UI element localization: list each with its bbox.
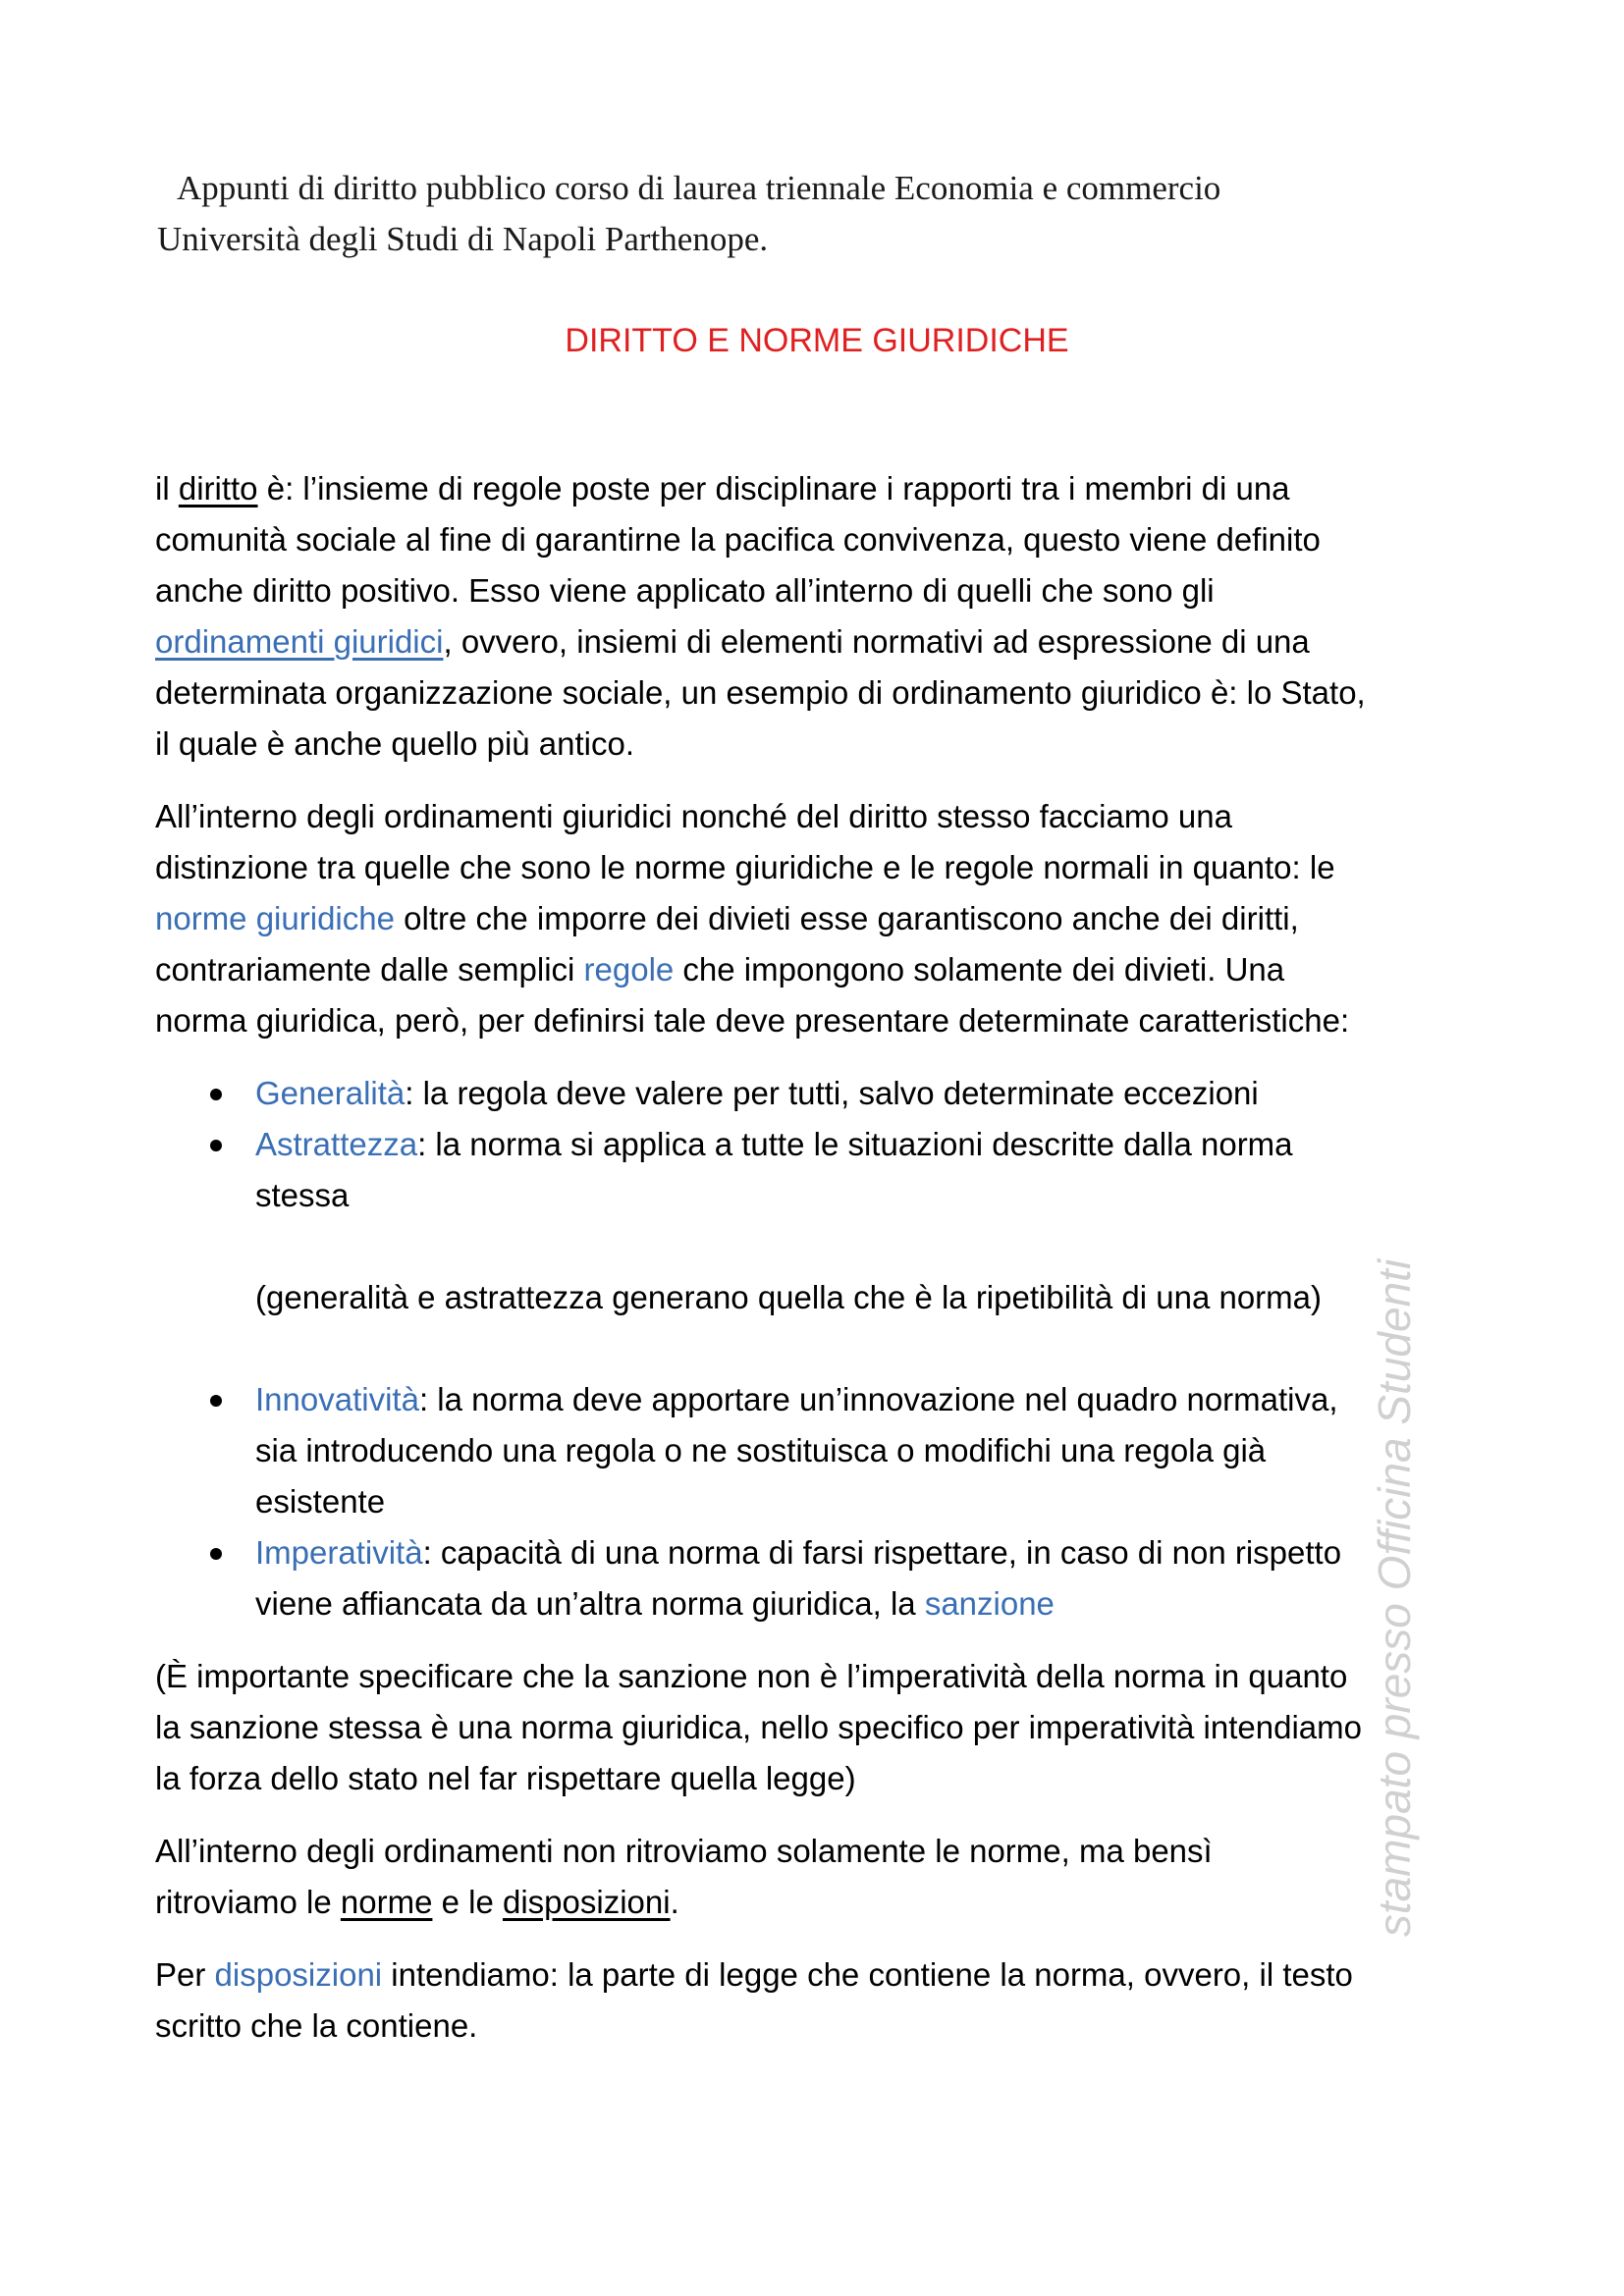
list-item-astrattezza: Astrattezza: la norma si applica a tutte le situazioni descritte dalla norma stessa: [155, 1119, 1490, 1221]
term-disposizioni-blue: disposizioni: [214, 1956, 383, 1993]
term-sanzione: sanzione: [924, 1585, 1055, 1622]
characteristics-list-continued: [155, 1374, 1490, 1629]
bullet-icon: [210, 1140, 222, 1151]
watermark: [1369, 1176, 1420, 2020]
paragraph-norme-giuridiche: All’interno degli ordinamenti giuridici nonché del diritto stesso facciamo una distinzione tra quelle che sono le norme giuridiche e le regole normali in quanto: le norme giuridiche oltre che imporre dei divieti esse garantiscono anche dei diritti, contrariamente dalle semplici regole che impongono solamente dei divieti. Una norma giuridica, però, per definirsi tale deve presentare determinate caratteristiche:: [155, 798, 1350, 1039]
document-header: [157, 163, 1483, 265]
characteristics-list: [155, 1068, 1490, 1221]
bullet-icon: [210, 1548, 222, 1560]
header-line-1: Appunti di diritto pubblico corso di laurea triennale Economia e commercio: [177, 169, 1221, 207]
link-ordinamenti-giuridici[interactable]: ordinamenti giuridici: [155, 623, 444, 660]
header-line-2: Università degli Studi di Napoli Parthenope.: [157, 220, 769, 258]
paragraph-sanzione: (È importante specificare che la sanzione non è l’imperatività della norma in quanto la sanzione stessa è una norma giuridica, nello specifico per imperatività intendiamo la forza dello stato nel far rispettare quella legge): [155, 1658, 1362, 1796]
term-regole: regole: [583, 951, 675, 988]
list-item-generalita: Generalità: la regola deve valere per tutti, salvo determinate eccezioni: [155, 1068, 1490, 1119]
bullet-icon: [210, 1395, 222, 1407]
paragraph-diritto: il diritto è: l’insieme di regole poste per disciplinare i rapporti tra i membri di una comunità sociale al fine di garantirne la pacifica convivenza, questo viene definito anche diritto positivo. Esso viene applicato all’interno di quelli che sono gli ordinamenti giuridici, ovvero, insiemi di elementi normativi ad espressione di una determinata organizzazione sociale, un esempio di ordinamento giuridico è: lo Stato, il quale è anche quello più antico.: [155, 470, 1366, 762]
document-body: [155, 463, 1490, 2073]
bullet-icon: [210, 1089, 222, 1100]
term-diritto: diritto: [178, 470, 258, 507]
term-norme: norme: [340, 1884, 433, 1920]
term-norme-giuridiche: norme giuridiche: [155, 900, 395, 936]
paragraph-norme-disposizioni: All’interno degli ordinamenti non ritroviamo solamente le norme, ma bensì ritroviamo le norme e le disposizioni.: [155, 1833, 1213, 1920]
term-disposizioni: disposizioni: [502, 1884, 671, 1920]
page-title: DIRITTO E NORME GIURIDICHE: [565, 322, 1069, 359]
list-note: (generalità e astrattezza generano quella che è la ripetibilità di una norma): [255, 1279, 1322, 1315]
watermark-text: stampato presso Officina Studenti: [1369, 1258, 1420, 1938]
list-item-innovativita: Innovatività: la norma deve apportare un’innovazione nel quadro normativa, sia introducendo una regola o ne sostituisca o modifichi una regola già esistente: [155, 1374, 1490, 1527]
paragraph-definizione-disposizioni: Per disposizioni intendiamo: la parte di legge che contiene la norma, ovvero, il testo scritto che la contiene.: [155, 1956, 1353, 2044]
list-item-imperativita: Imperatività: capacità di una norma di farsi rispettare, in caso di non rispetto viene affiancata da un’altra norma giuridica, la sanzione: [155, 1527, 1490, 1629]
